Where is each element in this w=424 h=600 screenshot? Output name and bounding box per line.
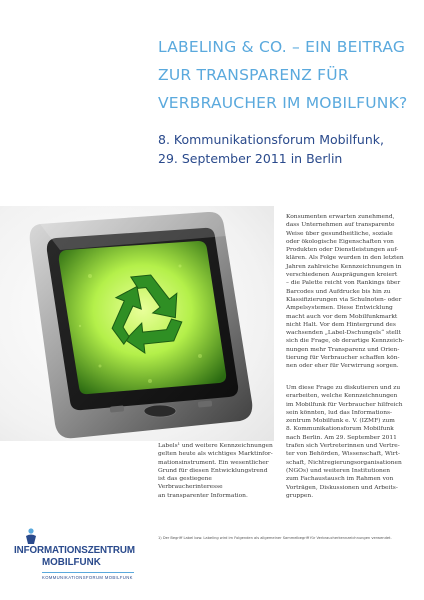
text-line: Ampelsystemen. Diese Entwicklung — [286, 305, 393, 312]
text-line: sein könnten, lud das Informations- — [286, 409, 393, 416]
text-line: (NGOs) und weiteren Institutionen — [286, 467, 391, 474]
title-line-3: VERBRAUCHER IM MOBILFUNK? — [158, 94, 408, 112]
text-line: Vorträgen, Diskussionen und Arbeits- — [286, 484, 398, 491]
text-line: zum Fachaustausch im Rahmen von — [286, 476, 394, 483]
text-line: klären. Als Folge wurden in den letzten — [286, 255, 404, 262]
text-line: mationsinstrument. Ein wesentlicher — [158, 459, 269, 466]
subtitle-line-1: 8. Kommunikationsforum Mobilfunk, — [158, 132, 384, 147]
text-line: Barcodes und Aufdrucke bis hin zu — [286, 288, 391, 295]
izmf-logo — [14, 528, 134, 588]
text-line: im Mobilfunk für Verbraucher hilfreich — [286, 401, 403, 408]
text-line: – die Palette reicht von Rankings über — [286, 280, 401, 287]
left-strip — [0, 0, 137, 206]
body-paragraph-2 — [286, 384, 416, 500]
text-line: macht auch vor dem Mobilfunkmarkt — [286, 313, 398, 320]
text-line: zentrum Mobilfunk e. V. (IZMF) zum — [286, 418, 395, 425]
body-paragraph-1 — [286, 213, 416, 371]
i-logo-mark-icon — [22, 528, 40, 545]
logo-tagline: KOMMUNIKATIONSFORUM MOBILFUNK — [42, 575, 133, 580]
text-line: Klassifizierungen via Schulnoten- oder — [286, 296, 402, 303]
text-line: Um diese Frage zu diskutieren und zu — [286, 385, 401, 391]
footnote: 1) Der Begriff Label bzw. Labeling wird im Folgenden als allgemeiner Sammelbegriff für Verbraucherkennzeichnungen verwendet. — [158, 536, 392, 540]
logo-text-mobilfunk: MOBILFUNK — [42, 557, 101, 568]
text-line: gelten heute als wichtiges Marktinfor- — [158, 451, 273, 458]
phone-illustration — [0, 206, 274, 441]
text-line: nungen mehr Transparenz und Orien- — [286, 346, 400, 353]
text-line: Konsumenten erwarten zunehmend, — [286, 214, 395, 220]
text-line: 8. Kommunikationsforum Mobilfunk — [286, 426, 394, 433]
phone-photo — [0, 206, 274, 441]
text-line: wachsenden „Label-Dschungels“ stellt — [286, 330, 401, 337]
text-line: verschiedenen Ausprägungen kreiert — [286, 272, 398, 279]
text-line: Jahren zahlreiche Kennzeichnungen in — [286, 263, 402, 270]
logo-text-informationszentrum: INFORMATIONSZENTRUM — [14, 545, 135, 556]
text-line: an transparenter Information. — [158, 492, 248, 499]
text-line: Labels¹ und weitere Kennzeichnungen — [158, 443, 273, 449]
text-line: schaft, Nichtregierungsorganisationen — [286, 459, 402, 466]
text-line: oder ökologische Eigenschaften von — [286, 238, 394, 245]
title-line-1: LABELING & CO. – EIN BEITRAG — [158, 38, 406, 56]
text-line: ter von Behörden, Wissenschaft, Wirt- — [286, 451, 400, 458]
text-line: ist das gestiegene Verbraucherinteresse — [158, 476, 223, 491]
home-button — [144, 405, 176, 417]
intro-paragraph — [158, 442, 276, 500]
text-line: Weise über gesundheitliche, soziale — [286, 230, 393, 237]
title-line-2: ZUR TRANSPARENZ FÜR — [158, 66, 349, 84]
text-line: Grund für diesen Entwicklungstrend — [158, 467, 268, 474]
text-line: Produkten oder Dienstleistungen auf- — [286, 247, 399, 254]
text-line: nicht Halt. Vor dem Hintergrund des — [286, 321, 396, 328]
text-line: nach Berlin. Am 29. September 2011 — [286, 434, 397, 441]
text-line: nen oder eher für Verwirrung sorgen. — [286, 363, 399, 370]
text-line: dass Unternehmen auf transparente — [286, 222, 395, 229]
text-line: erarbeiten, welche Kennzeichnungen — [286, 393, 398, 400]
text-line: gruppen. — [286, 492, 314, 499]
logo-divider — [42, 572, 134, 573]
text-line: trafen sich Vertreterinnen und Vertre- — [286, 443, 400, 450]
text-line: tierung für Verbraucher schaffen kön- — [286, 355, 400, 362]
text-line: sich die Frage, ob derartige Kennzeich- — [286, 338, 405, 345]
subtitle-line-2: 29. September 2011 in Berlin — [158, 151, 343, 166]
